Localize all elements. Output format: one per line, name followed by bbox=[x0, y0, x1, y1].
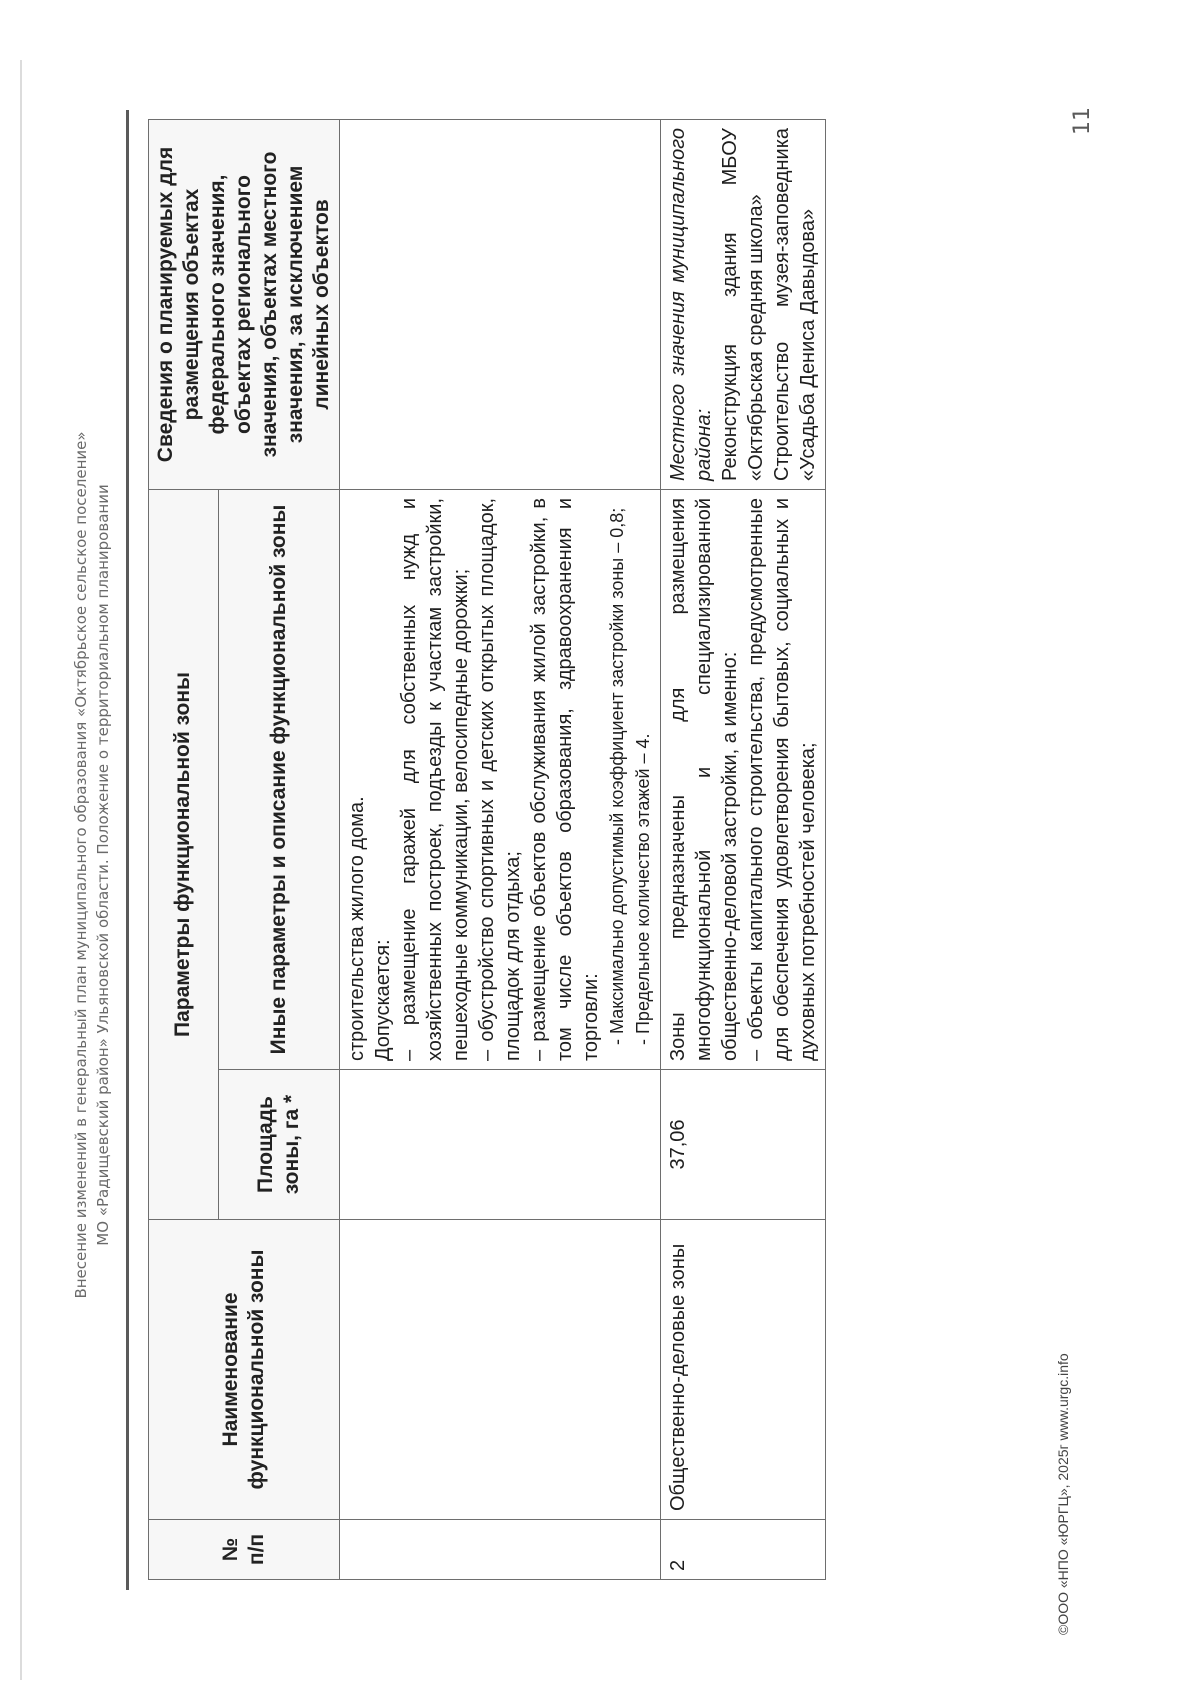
param-line: строительства жилого дома. bbox=[346, 796, 368, 1061]
header-zone-name: Наименование функциональной зоны bbox=[149, 1220, 340, 1520]
zone-area: 37,06 bbox=[661, 1070, 826, 1220]
param-line: - Предельное количество этажей – 4. bbox=[633, 733, 653, 1045]
zone-area bbox=[340, 1070, 661, 1220]
param-line: - Максимально допустимый коэффициент застройки зоны – 0,8; bbox=[607, 507, 627, 1045]
planned-category: Местного значения муниципального района: bbox=[667, 127, 715, 481]
header-planned-objects: Сведения о планируемых для размещения объектах федерального значения, объектах регионального значения, объектах местного значения, за исключением линейных объектов bbox=[149, 119, 340, 489]
zone-params bbox=[661, 489, 826, 1069]
planned-objects bbox=[661, 119, 826, 489]
row-number: 2 bbox=[661, 1520, 826, 1580]
row-number bbox=[340, 1520, 661, 1580]
table-header-row bbox=[149, 119, 219, 1579]
functional-zones-table bbox=[148, 119, 826, 1580]
running-header bbox=[70, 75, 114, 1655]
header-line-1: Внесение изменений в генеральный план муниципального образования «Октябрьское сельское поселение» bbox=[72, 431, 90, 1299]
header-line-2: МО «Радищевский район» Ульяновской области. Положение о территориальном планировании bbox=[94, 484, 112, 1246]
param-line: Зоны предназначены для размещения многофункциональной и специализированной общественно-деловой застройки, а именно: bbox=[667, 497, 741, 1061]
planned-item: Строительство музея-заповедника «Усадьба Дениса Давыдова» bbox=[771, 127, 819, 481]
planned-objects bbox=[340, 119, 661, 489]
left-margin-line bbox=[20, 60, 22, 1680]
zone-name: Общественно-деловые зоны bbox=[661, 1220, 826, 1520]
param-line: – размещение объектов обслуживания жилой застройки, в том числе объектов образования, здравоохранения и торговли: bbox=[528, 497, 602, 1061]
param-line: – обустройство спортивных и детских открытых площадок, площадок для отдыха; bbox=[476, 497, 524, 1061]
footer-copyright: ©ООО «НПО «ЮРГЦ», 2025г www.urgc.info bbox=[1055, 1353, 1071, 1635]
header-params-group: Параметры функциональной зоны bbox=[149, 489, 219, 1219]
table-row bbox=[340, 119, 661, 1579]
zone-params bbox=[340, 489, 661, 1069]
rotated-page bbox=[40, 75, 1140, 1655]
header-area: Площадь зоны, га * bbox=[218, 1070, 339, 1220]
table-row bbox=[661, 119, 826, 1579]
header-other-params: Иные параметры и описание функциональной зоны bbox=[218, 489, 339, 1069]
param-line: – размещение гаражей для собственных нужд и хозяйственных построек, подъезды к участкам застройки, пешеходные коммуникации, велосипедные дорожки; bbox=[398, 497, 472, 1061]
header-rule bbox=[126, 110, 129, 1590]
param-line: Допускается: bbox=[372, 939, 394, 1061]
page-number: 11 bbox=[1070, 107, 1095, 135]
param-line: – объекты капитального строительства, предусмотренные для обеспечения удовлетворения бытовых, социальных и духовных потребностей человека; bbox=[745, 497, 819, 1061]
header-number: № п/п bbox=[149, 1520, 340, 1580]
zone-name bbox=[340, 1220, 661, 1520]
planned-item: Реконструкция здания МБОУ «Октябрьская средняя школа» bbox=[719, 127, 767, 481]
